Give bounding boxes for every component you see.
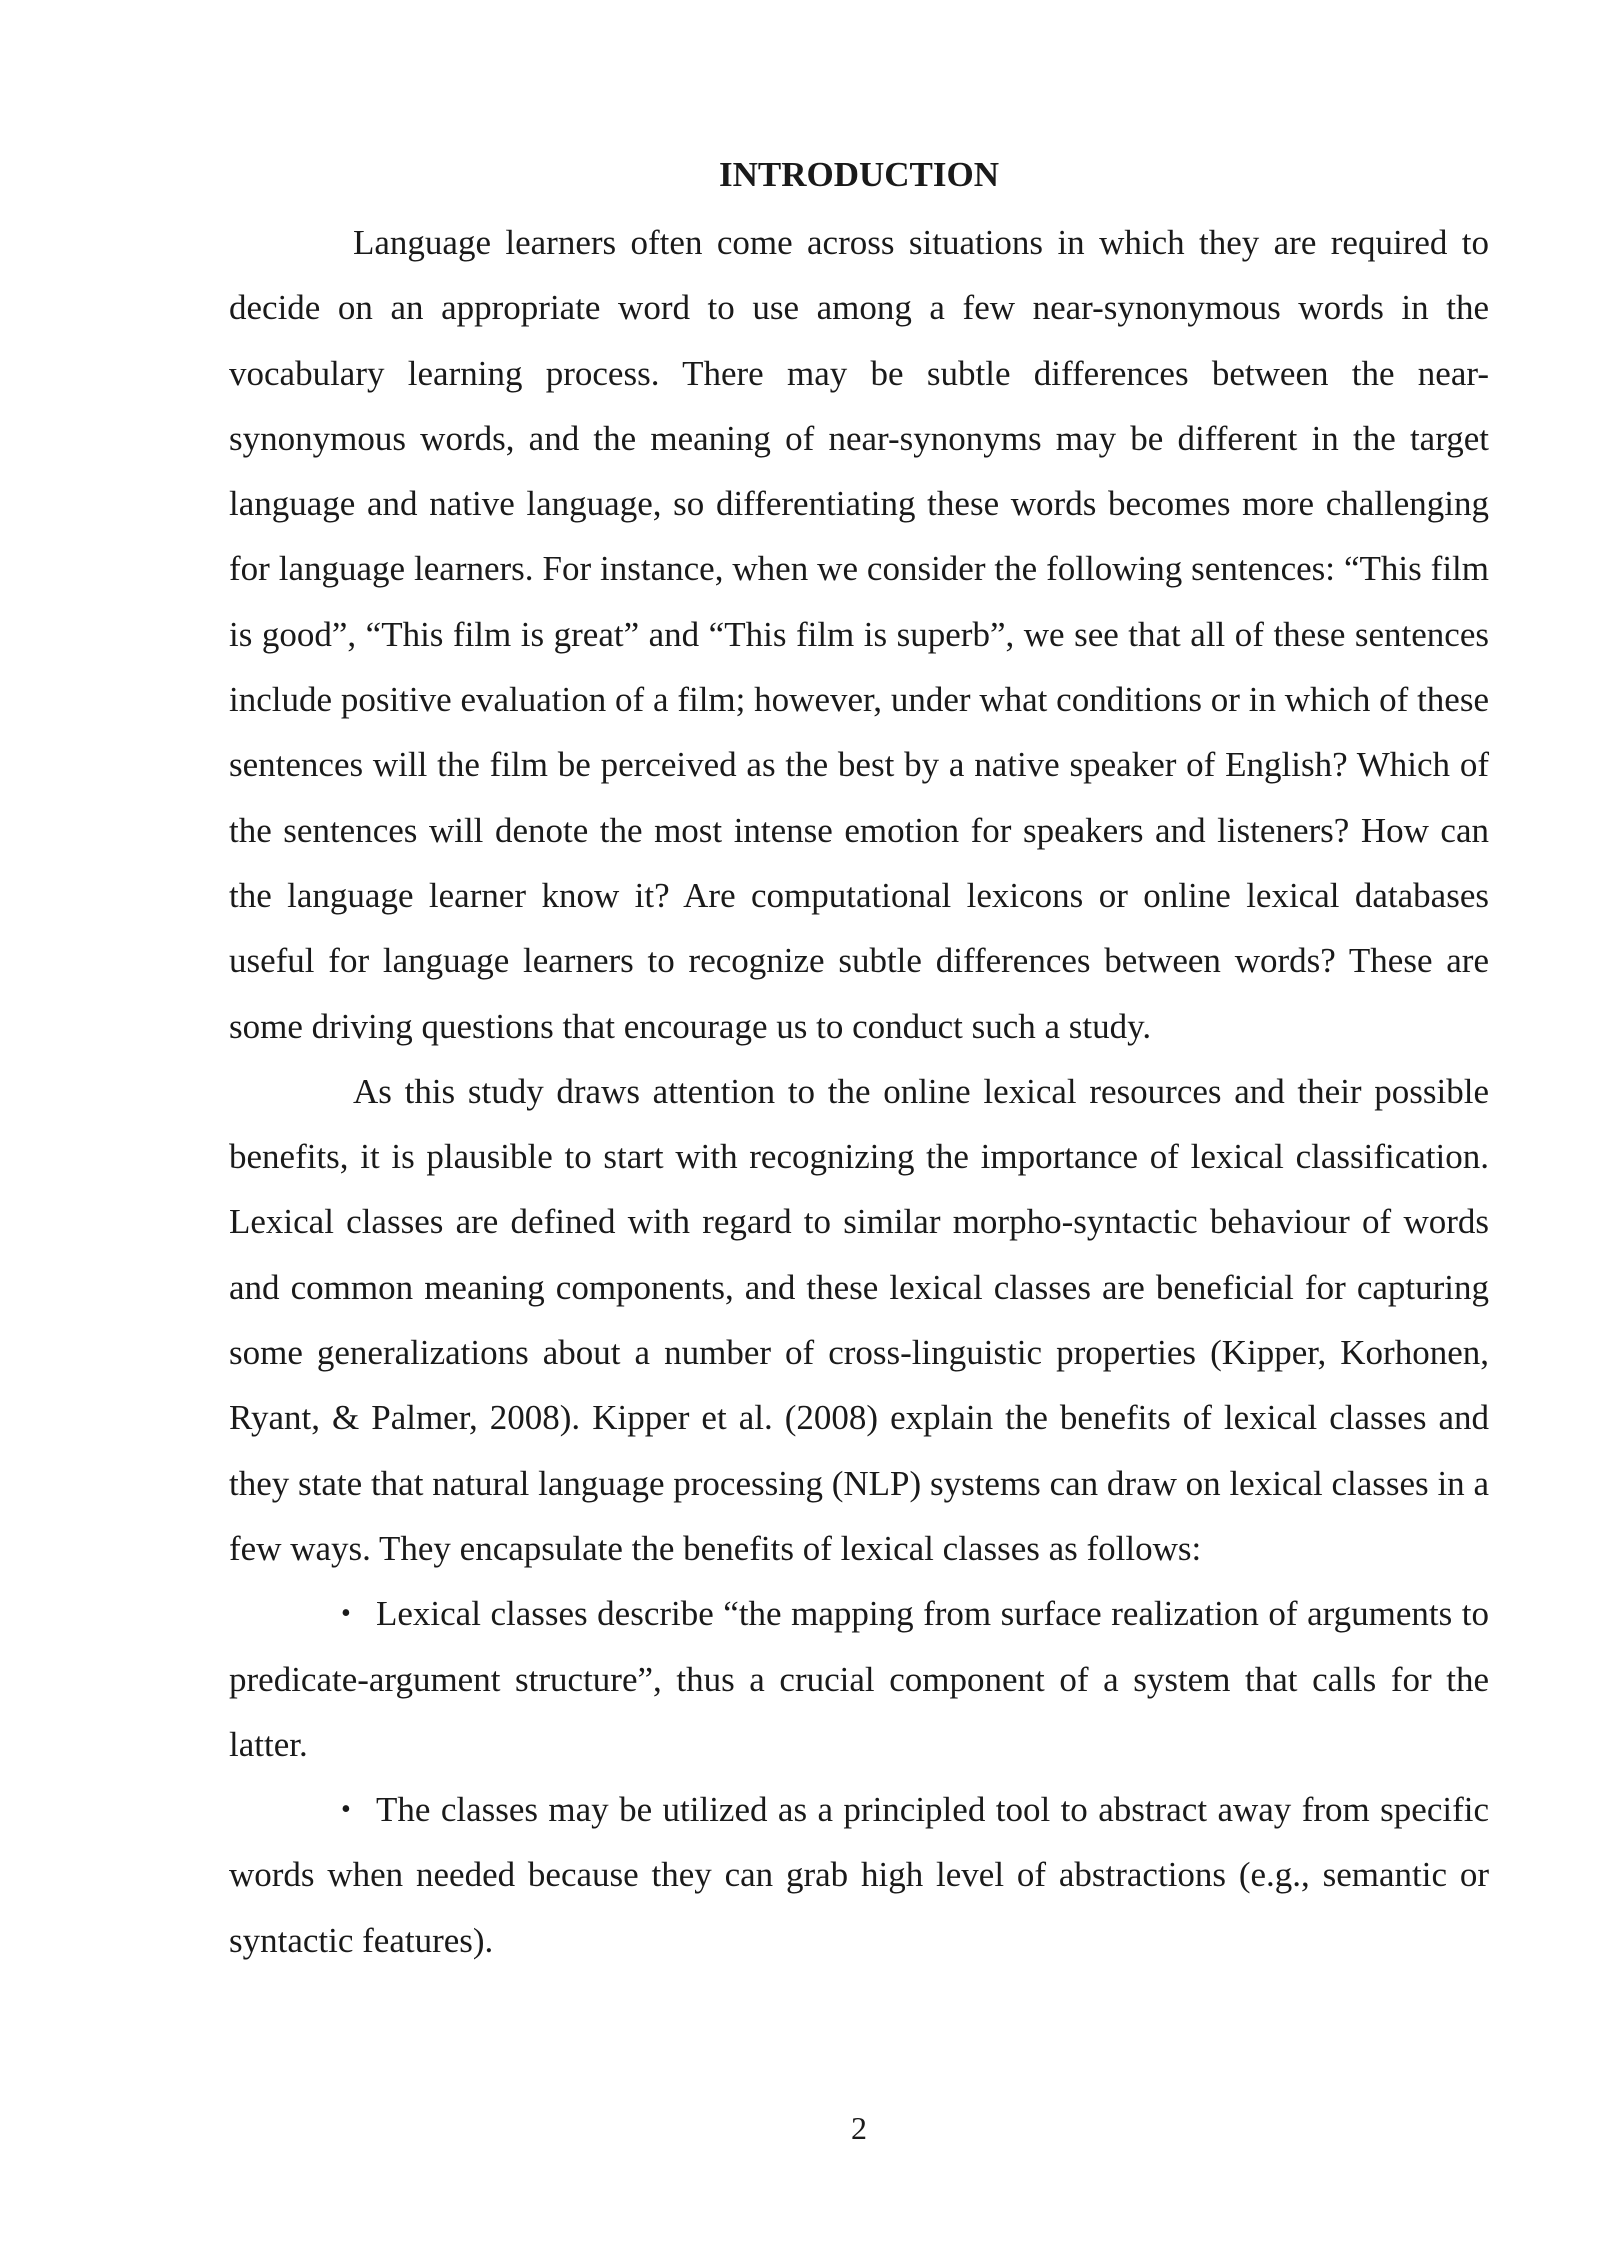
body-text — [229, 210, 1489, 1973]
section-heading: INTRODUCTION — [718, 155, 1000, 194]
bullet-item-1 — [229, 1581, 1489, 1777]
paragraph-2: As this study draws attention to the online lexical resources and their possible benefits, it is plausible to start with recognizing the importance of lexical classification. Lexical classes are defined with regard to similar morpho-syntactic behaviour of words and common meaning components, and these lexical classes are beneficial for capturing some generalizations about a number of cross-linguistic properties (Kipper, Korhonen, Ryant, & Palmer, 2008). Kipper et al. (2008) explain the benefits of lexical classes and they state that natural language processing (NLP) systems can draw on lexical classes in a few ways. They encapsulate the benefits of lexical classes as follows: — [229, 1071, 1489, 1568]
page-number: 2 — [851, 2110, 867, 2146]
bullet-item-2 — [229, 1777, 1489, 1973]
bullet-item-2-text: The classes may be utilized as a principled tool to abstract away from specific words when needed because they can grab high level of abstractions (e.g., semantic or syntactic features). — [229, 1790, 1489, 1960]
bullet-item-1-text: Lexical classes describe “the mapping from surface realization of arguments to predicate-argument structure”, thus a crucial component of a system that calls for the latter. — [229, 1594, 1489, 1764]
paragraph-1: Language learners often come across situations in which they are required to decide on an appropriate word to use among a few near-synonymous words in the vocabulary learning process. There may be subtle differences between the near-synonymous words, and the meaning of near-synonyms may be different in the target language and native language, so differentiating these words becomes more challenging for language learners. For instance, when we consider the following sentences: “This film is good”, “This film is great” and “This film is superb”, we see that all of these sentences include positive evaluation of a film; however, under what conditions or in which of these sentences will the film be perceived as the best by a native speaker of English? Which of the sentences will denote the most intense emotion for speakers and listeners? How can the language learner know it? Are computational lexicons or online lexical databases useful for language learners to recognize subtle differences between words? These are some driving questions that encourage us to conduct such a study. — [229, 223, 1489, 1046]
bullet-dot-icon: • — [341, 1794, 351, 1826]
bullet-dot-icon: • — [341, 1598, 351, 1630]
